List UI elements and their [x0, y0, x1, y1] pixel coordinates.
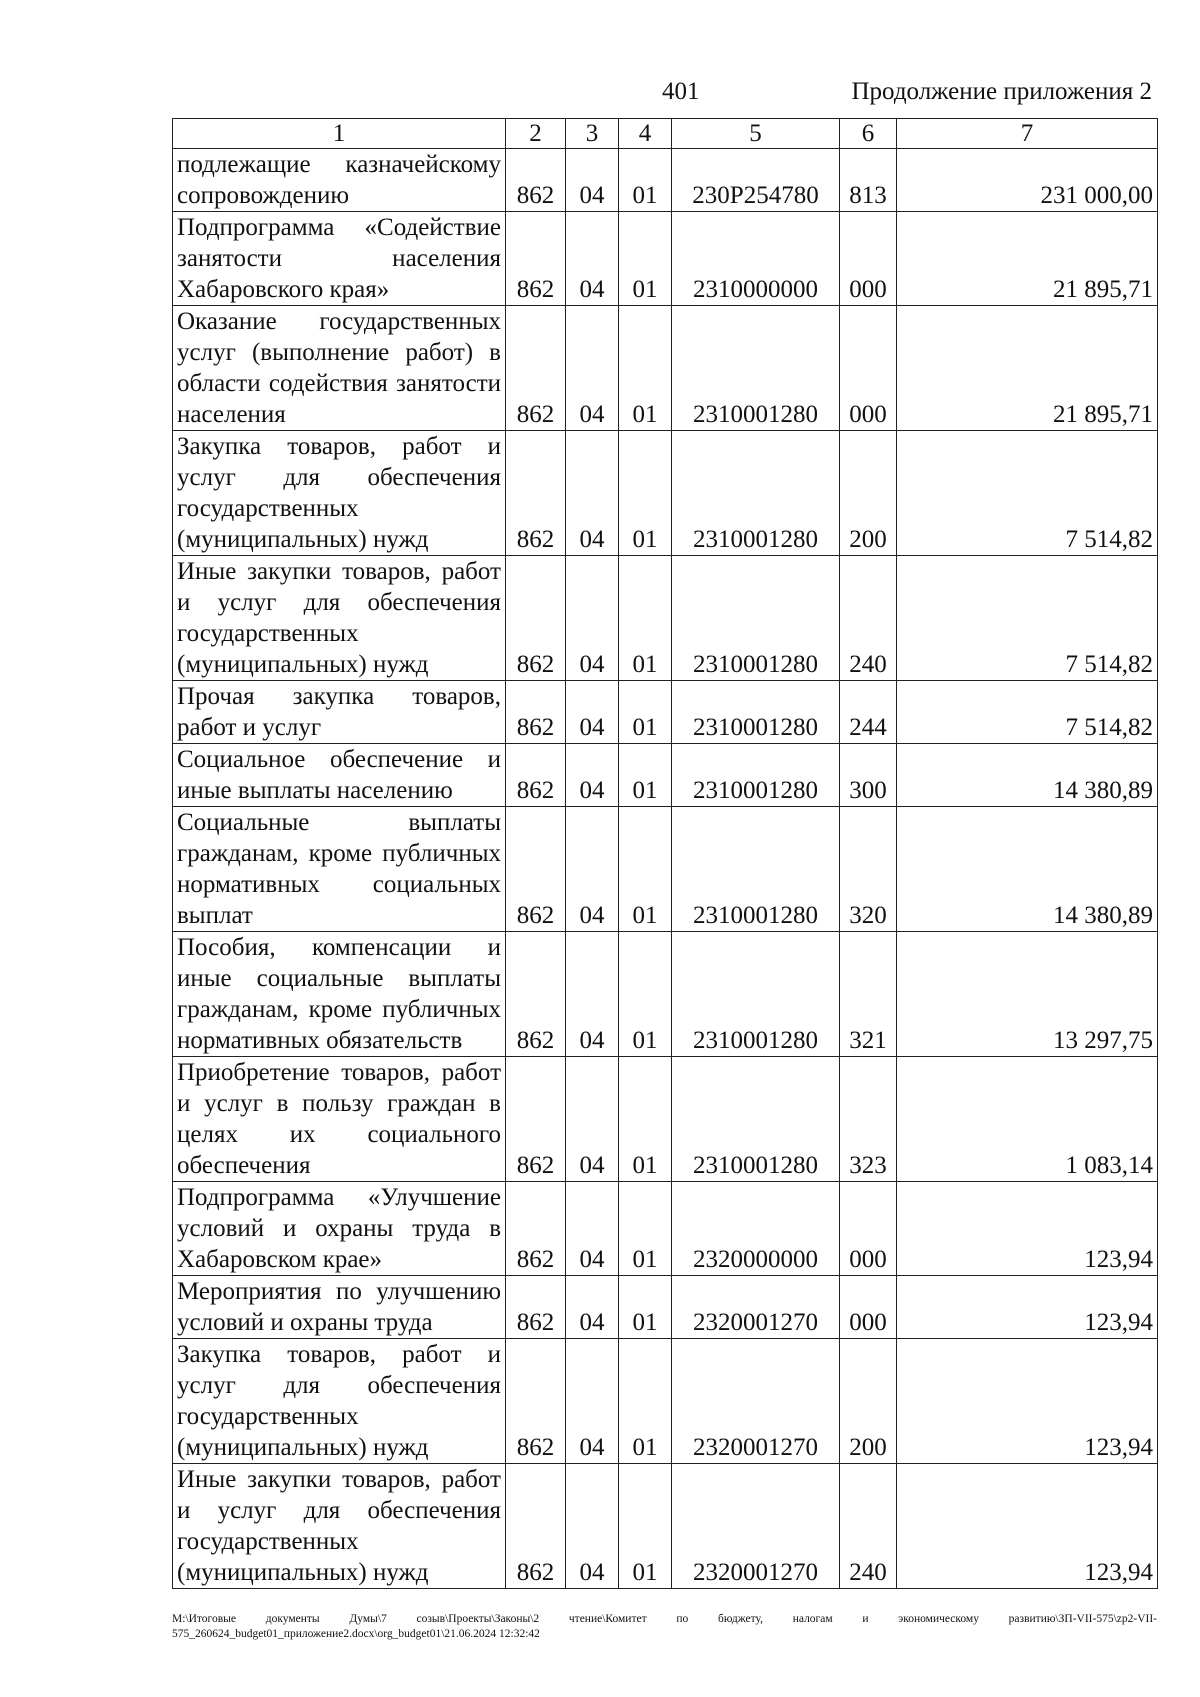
row-name: Иные закупки товаров, работ и услуг для обеспечения государственных (муниципальных) нужд	[173, 556, 506, 681]
row-name: Социальное обеспечение и иные выплаты населению	[173, 744, 506, 807]
subsection-code: 01	[619, 1464, 672, 1589]
table-row	[173, 681, 1158, 744]
column-header: 7	[897, 119, 1158, 149]
amount: 7 514,82	[897, 556, 1158, 681]
table-row	[173, 306, 1158, 431]
expense-type-code: 000	[840, 212, 897, 306]
ministry-code: 862	[506, 807, 566, 932]
section-code: 04	[566, 1464, 619, 1589]
expense-type-code: 320	[840, 807, 897, 932]
expense-type-code: 321	[840, 932, 897, 1057]
continuation-label: Продолжение приложения 2	[851, 78, 1152, 105]
subsection-code: 01	[619, 932, 672, 1057]
target-article-code: 2320001270	[672, 1276, 840, 1339]
table-row	[173, 932, 1158, 1057]
row-name: Оказание государственных услуг (выполнение работ) в области содействия занятости населения	[173, 306, 506, 431]
expense-type-code: 240	[840, 1464, 897, 1589]
row-name: Иные закупки товаров, работ и услуг для обеспечения государственных (муниципальных) нужд	[173, 1464, 506, 1589]
table-row	[173, 1464, 1158, 1589]
section-code: 04	[566, 807, 619, 932]
page-number: 401	[662, 78, 700, 105]
column-header: 3	[566, 119, 619, 149]
amount: 13 297,75	[897, 932, 1158, 1057]
target-article-code: 2310001280	[672, 932, 840, 1057]
amount: 21 895,71	[897, 212, 1158, 306]
section-code: 04	[566, 1276, 619, 1339]
section-code: 04	[566, 556, 619, 681]
subsection-code: 01	[619, 681, 672, 744]
amount: 123,94	[897, 1182, 1158, 1276]
target-article-code: 2310001280	[672, 681, 840, 744]
subsection-code: 01	[619, 1057, 672, 1182]
section-code: 04	[566, 744, 619, 807]
target-article-code: 230Р254780	[672, 149, 840, 212]
row-name: Приобретение товаров, работ и услуг в пользу граждан в целях их социального обеспечения	[173, 1057, 506, 1182]
row-name: Подпрограмма «Содействие занятости населения Хабаровского края»	[173, 212, 506, 306]
expense-type-code: 300	[840, 744, 897, 807]
column-header: 1	[173, 119, 506, 149]
row-name: подлежащие казначейскому сопровождению	[173, 149, 506, 212]
ministry-code: 862	[506, 1464, 566, 1589]
target-article-code: 2310000000	[672, 212, 840, 306]
row-name: Прочая закупка товаров, работ и услуг	[173, 681, 506, 744]
ministry-code: 862	[506, 744, 566, 807]
amount: 7 514,82	[897, 681, 1158, 744]
row-name: Мероприятия по улучшению условий и охраны труда	[173, 1276, 506, 1339]
column-header: 5	[672, 119, 840, 149]
ministry-code: 862	[506, 212, 566, 306]
table-row	[173, 744, 1158, 807]
table-row	[173, 431, 1158, 556]
table-row	[173, 807, 1158, 932]
ministry-code: 862	[506, 306, 566, 431]
section-code: 04	[566, 212, 619, 306]
table-row	[173, 1182, 1158, 1276]
table-row	[173, 1276, 1158, 1339]
row-name: Подпрограмма «Улучшение условий и охраны труда в Хабаровском крае»	[173, 1182, 506, 1276]
table-row	[173, 212, 1158, 306]
ministry-code: 862	[506, 932, 566, 1057]
section-code: 04	[566, 1057, 619, 1182]
row-name: Пособия, компенсации и иные социальные выплаты гражданам, кроме публичных нормативных обязательств	[173, 932, 506, 1057]
subsection-code: 01	[619, 556, 672, 681]
expense-type-code: 813	[840, 149, 897, 212]
amount: 231 000,00	[897, 149, 1158, 212]
section-code: 04	[566, 681, 619, 744]
subsection-code: 01	[619, 431, 672, 556]
subsection-code: 01	[619, 807, 672, 932]
ministry-code: 862	[506, 556, 566, 681]
document-file-path: M:\Итоговые документы Думы\7 созыв\Проекты\Законы\2 чтение\Комитет по бюджету, налогам и экономическому развитию\ЗП-VII-575\zp2-VII-575_260624_budget01_приложение2.docx\org_budget01\21.06.2024 12:32:42	[172, 1613, 1157, 1640]
row-name: Социальные выплаты гражданам, кроме публичных нормативных социальных выплат	[173, 807, 506, 932]
row-name: Закупка товаров, работ и услуг для обеспечения государственных (муниципальных) нужд	[173, 431, 506, 556]
expense-type-code: 240	[840, 556, 897, 681]
subsection-code: 01	[619, 1182, 672, 1276]
expense-type-code: 000	[840, 1276, 897, 1339]
table-header-row	[173, 119, 1158, 149]
column-header: 6	[840, 119, 897, 149]
ministry-code: 862	[506, 431, 566, 556]
section-code: 04	[566, 431, 619, 556]
table-row	[173, 149, 1158, 212]
column-header: 2	[506, 119, 566, 149]
target-article-code: 2320000000	[672, 1182, 840, 1276]
expense-type-code: 323	[840, 1057, 897, 1182]
table-row	[173, 1339, 1158, 1464]
target-article-code: 2310001280	[672, 306, 840, 431]
subsection-code: 01	[619, 1339, 672, 1464]
expense-type-code: 200	[840, 1339, 897, 1464]
expense-type-code: 000	[840, 1182, 897, 1276]
subsection-code: 01	[619, 306, 672, 431]
target-article-code: 2320001270	[672, 1464, 840, 1589]
amount: 123,94	[897, 1464, 1158, 1589]
section-code: 04	[566, 149, 619, 212]
ministry-code: 862	[506, 149, 566, 212]
section-code: 04	[566, 1182, 619, 1276]
target-article-code: 2310001280	[672, 744, 840, 807]
expense-type-code: 244	[840, 681, 897, 744]
ministry-code: 862	[506, 1339, 566, 1464]
budget-table	[172, 118, 1158, 1589]
target-article-code: 2310001280	[672, 1057, 840, 1182]
amount: 7 514,82	[897, 431, 1158, 556]
table-row	[173, 556, 1158, 681]
section-code: 04	[566, 932, 619, 1057]
expense-type-code: 200	[840, 431, 897, 556]
subsection-code: 01	[619, 744, 672, 807]
subsection-code: 01	[619, 1276, 672, 1339]
amount: 14 380,89	[897, 744, 1158, 807]
subsection-code: 01	[619, 212, 672, 306]
section-code: 04	[566, 1339, 619, 1464]
expense-type-code: 000	[840, 306, 897, 431]
section-code: 04	[566, 306, 619, 431]
target-article-code: 2310001280	[672, 431, 840, 556]
ministry-code: 862	[506, 1057, 566, 1182]
target-article-code: 2310001280	[672, 556, 840, 681]
target-article-code: 2320001270	[672, 1339, 840, 1464]
amount: 123,94	[897, 1339, 1158, 1464]
subsection-code: 01	[619, 149, 672, 212]
ministry-code: 862	[506, 1276, 566, 1339]
table-row	[173, 1057, 1158, 1182]
amount: 21 895,71	[897, 306, 1158, 431]
ministry-code: 862	[506, 681, 566, 744]
amount: 123,94	[897, 1276, 1158, 1339]
amount: 1 083,14	[897, 1057, 1158, 1182]
row-name: Закупка товаров, работ и услуг для обеспечения государственных (муниципальных) нужд	[173, 1339, 506, 1464]
target-article-code: 2310001280	[672, 807, 840, 932]
amount: 14 380,89	[897, 807, 1158, 932]
ministry-code: 862	[506, 1182, 566, 1276]
column-header: 4	[619, 119, 672, 149]
